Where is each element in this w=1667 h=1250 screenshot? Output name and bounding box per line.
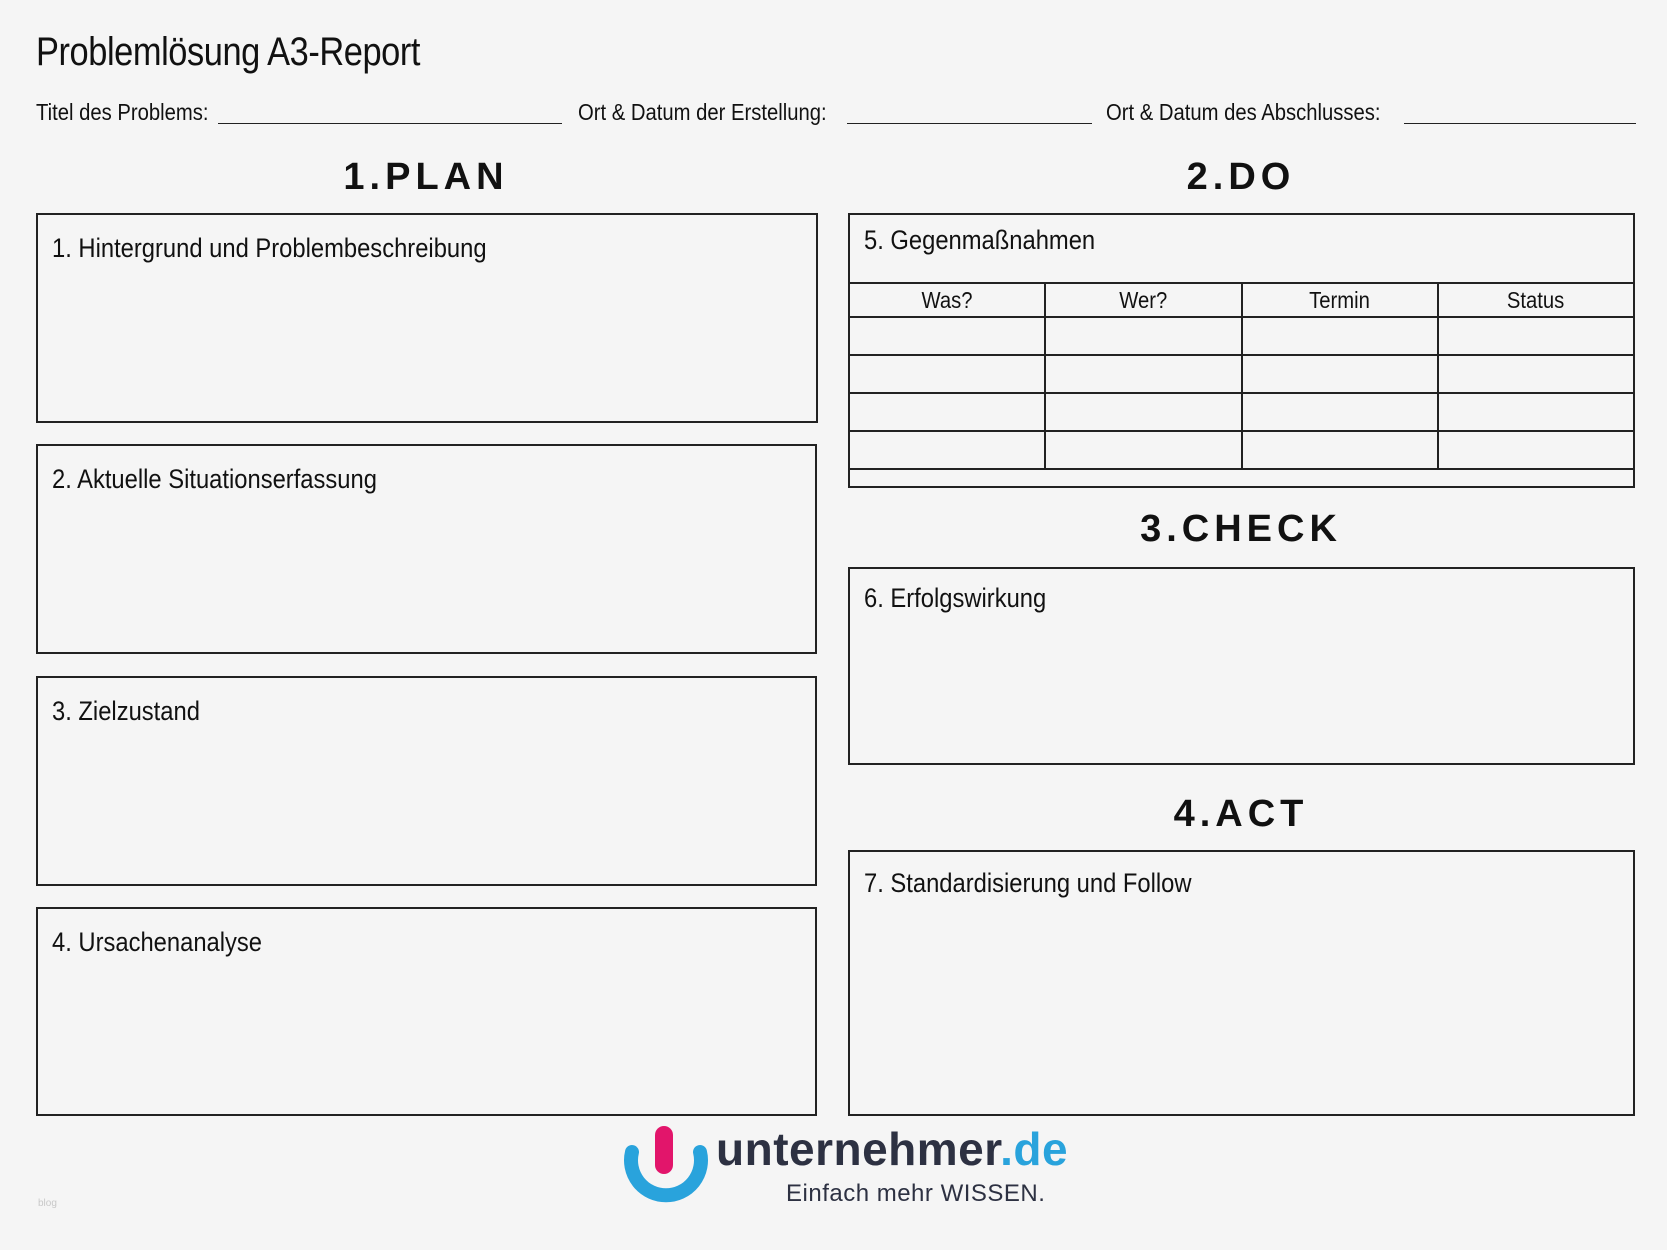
table-cell[interactable]: [849, 317, 1045, 355]
field-underline[interactable]: [847, 123, 1093, 124]
table-row: [849, 431, 1634, 469]
section-label: 7. Standardisierung und Follow: [864, 868, 1192, 898]
table-cell[interactable]: [1438, 317, 1634, 355]
logo-brand-tld: .de: [1000, 1123, 1069, 1175]
table-cell[interactable]: [1438, 431, 1634, 469]
table-cell[interactable]: [1242, 317, 1438, 355]
phase-check-heading: 3.CHECK: [1140, 508, 1342, 550]
watermark: blog: [38, 1198, 57, 1209]
section-target-state[interactable]: [36, 676, 817, 886]
table-cell[interactable]: [1438, 393, 1634, 431]
field-underline[interactable]: [1404, 123, 1636, 124]
logo-brand-main: unternehmer: [716, 1123, 1001, 1175]
field-label: Titel des Problems:: [36, 99, 209, 125]
section-effect[interactable]: [848, 567, 1635, 765]
table-cell[interactable]: [1242, 431, 1438, 469]
table-cell[interactable]: [1438, 355, 1634, 393]
section-root-cause[interactable]: [36, 907, 817, 1116]
section-label: 1. Hintergrund und Problembeschreibung: [52, 233, 487, 263]
table-cell[interactable]: [849, 355, 1045, 393]
section-standardization[interactable]: [848, 850, 1635, 1116]
section-label: 2. Aktuelle Situationserfassung: [52, 464, 377, 494]
field-label: Ort & Datum des Abschlusses:: [1106, 99, 1381, 125]
column-header-date: Termin: [1242, 283, 1438, 317]
column-header-status: Status: [1438, 283, 1634, 317]
field-closed: [1106, 96, 1636, 128]
logo-wordmark: [716, 1122, 1068, 1176]
countermeasures-table: [848, 282, 1635, 470]
section-current-situation[interactable]: [36, 444, 817, 654]
table-cell[interactable]: [1045, 317, 1241, 355]
field-created: [578, 96, 1092, 128]
logo-mark-icon: [620, 1122, 710, 1214]
field-problem-title: [36, 96, 562, 128]
unternehmer-logo: [620, 1122, 1069, 1214]
section-countermeasures: [848, 213, 1635, 488]
phase-act-heading: 4.ACT: [1173, 793, 1309, 835]
section-background[interactable]: [36, 213, 818, 423]
section-label: 5. Gegenmaßnahmen: [864, 225, 1096, 255]
phase-plan-heading: 1.PLAN: [343, 156, 509, 198]
table-cell[interactable]: [1242, 355, 1438, 393]
table-cell[interactable]: [1045, 393, 1241, 431]
logo-tagline: Einfach mehr WISSEN.: [786, 1180, 1046, 1207]
table-cell[interactable]: [849, 431, 1045, 469]
table-row: [849, 317, 1634, 355]
table-cell[interactable]: [1045, 431, 1241, 469]
section-label: 6. Erfolgswirkung: [864, 583, 1047, 613]
table-header-row: [849, 283, 1634, 317]
phase-do-heading: 2.DO: [1186, 156, 1296, 198]
table-row: [849, 393, 1634, 431]
column-header-who: Wer?: [1045, 283, 1241, 317]
table-row: [849, 355, 1634, 393]
field-underline[interactable]: [218, 123, 562, 124]
table-cell[interactable]: [849, 393, 1045, 431]
table-cell[interactable]: [1242, 393, 1438, 431]
field-label: Ort & Datum der Erstellung:: [578, 99, 827, 125]
table-cell[interactable]: [1045, 355, 1241, 393]
section-label: 3. Zielzustand: [52, 696, 200, 726]
section-label: 4. Ursachenanalyse: [52, 927, 263, 957]
column-header-what: Was?: [849, 283, 1045, 317]
page-title: Problemlösung A3-Report: [36, 30, 421, 74]
